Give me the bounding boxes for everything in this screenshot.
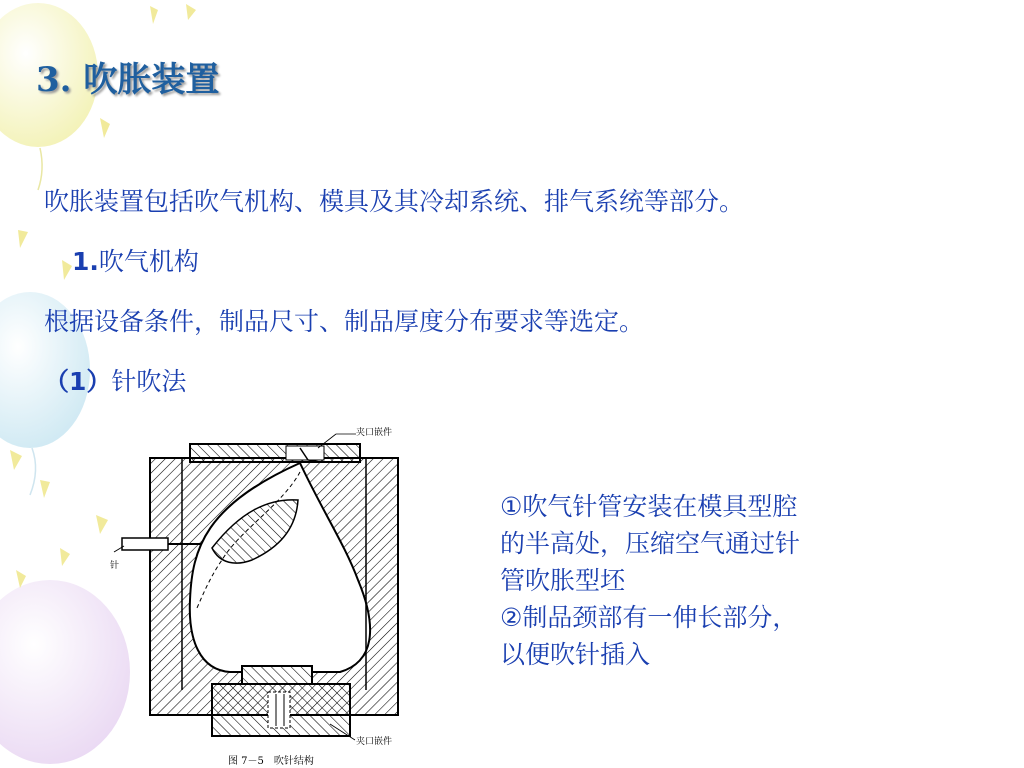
note-line: 管吹胀型坯 bbox=[500, 566, 626, 595]
figure-caption: 图 7－5 吹针结构 bbox=[228, 756, 314, 767]
selection-paragraph: 根据设备条件，制品尺寸、制品厚度分布要求等选定。 bbox=[44, 307, 645, 336]
subheading-text: 吹气机构 bbox=[98, 247, 199, 276]
label-top-pinch-insert: 夹口嵌件 bbox=[356, 428, 393, 438]
note-line: ①吹气针管安装在模具型腔 bbox=[500, 492, 798, 521]
label-needle: 针 bbox=[110, 561, 120, 571]
note-line: 以便吹针插入 bbox=[500, 640, 651, 669]
intro-paragraph: 吹胀装置包括吹气机构、模具及其冷却系统、排气系统等部分。 bbox=[44, 187, 745, 216]
subsection-number: （1） bbox=[44, 367, 112, 396]
subheading-number: 1. bbox=[72, 247, 99, 276]
slide-title: 3. 吹胀装置 bbox=[36, 60, 220, 100]
notes-block bbox=[500, 488, 960, 673]
top-pinch-insert bbox=[190, 444, 360, 462]
subsection-text: 针吹法 bbox=[111, 367, 187, 396]
note-line: 的半高处，压缩空气通过针 bbox=[500, 529, 801, 558]
note-line: ②制品颈部有一伸长部分， bbox=[500, 603, 798, 632]
label-bottom-pinch-insert: 夹口嵌件 bbox=[356, 737, 393, 747]
